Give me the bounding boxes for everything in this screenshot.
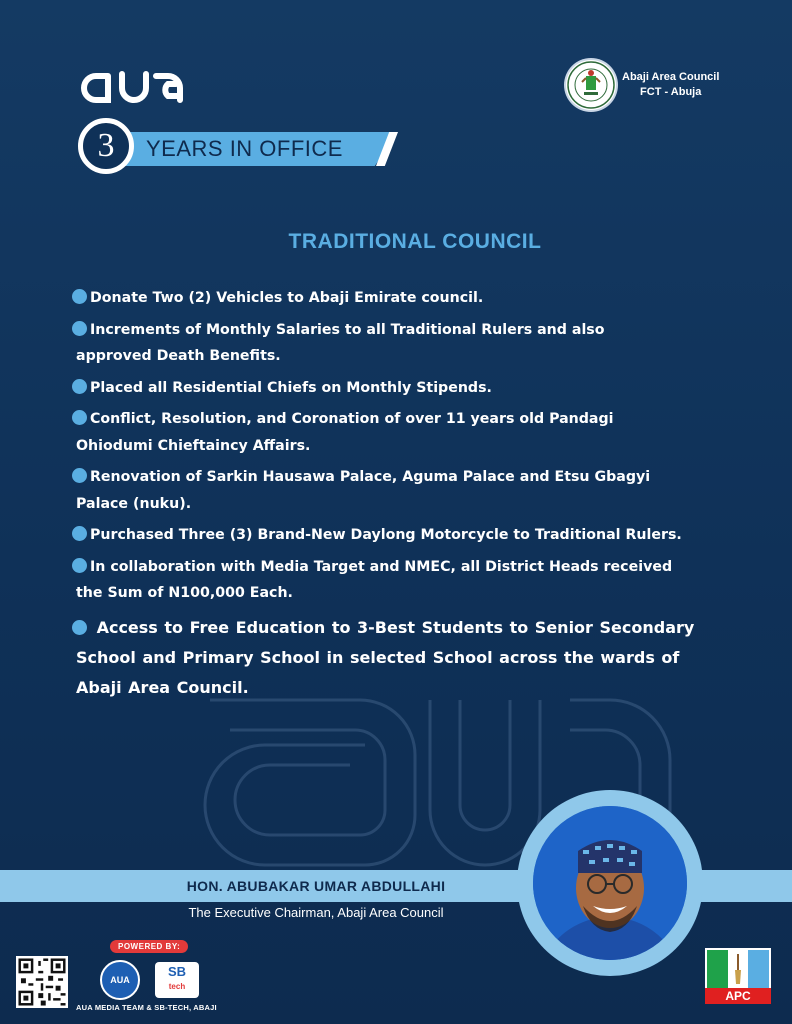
list-item-text: Renovation of Sarkin Hausawa Palace, Aguma Palace and Etsu Gbagyi [90,469,651,485]
apc-label: APC [705,988,771,1004]
list-item-text-cont: approved Death Benefits. [76,348,281,364]
sb-badge-text: SB [167,964,187,979]
years-text: YEARS IN OFFICE [146,136,343,161]
list-item [72,285,742,312]
council-line-2: FCT - Abuja [640,86,702,98]
aua-media-badge: AUA [100,960,140,1000]
list-item-text-cont: Ohiodumi Chieftaincy Affairs. [76,437,311,454]
chairman-portrait [533,806,687,960]
bullet-icon [72,321,87,336]
years-in-office-banner [78,118,408,180]
bullet-icon [72,379,87,394]
council-name [622,70,719,100]
chairman-name: HON. ABUBAKAR UMAR ABDULLAHI [186,878,446,894]
list-item-text: Conflict, Resolution, and Coronation of over 11 years old Pandagi [90,411,614,427]
bullet-icon [72,289,87,304]
bullet-icon [72,526,87,541]
page-title: TRADITIONAL COUNCIL [288,230,542,253]
list-item-text: Placed all Residential Chiefs on Monthly Stipends. [90,379,492,396]
apc-party-logo [705,948,771,1004]
sb-tech-badge [155,962,199,998]
council-seal-icon [566,60,616,110]
qr-code-icon [16,956,68,1008]
powered-by-label: POWERED BY: [110,940,188,953]
aua-logo [78,66,188,106]
media-team-credit: AUA MEDIA TEAM & SB-TECH, ABAJI [76,1003,217,1012]
council-line-1: Abaji Area Council [622,71,720,83]
list-item [72,554,742,607]
achievements-list [72,285,742,708]
list-item [72,613,742,703]
list-item-text: Donate Two (2) Vehicles to Abaji Emirate council. [90,290,484,306]
bullet-icon [72,468,87,483]
sb-badge-sub: tech [168,982,186,991]
list-item-text: In collaboration with Media Target and NMEC, all District Heads received [90,558,673,575]
bullet-icon [72,620,87,635]
list-item-text-cont: Abaji Area Council. [76,677,249,697]
list-item [72,522,742,549]
list-item-text: Access to Free Education to 3-Best Students to Senior Secondary [90,617,695,637]
list-item [72,317,742,370]
list-item-text: Purchased Three (3) Brand-New Daylong Motorcycle to Traditional Rulers. [90,527,682,543]
list-item-text-cont: School and Primary School in selected School across the wards of [76,647,680,667]
list-item [72,406,742,459]
list-item-text-cont: the Sum of N100,000 Each. [76,585,293,601]
list-item-text-cont: Palace (nuku). [76,495,192,512]
list-item [72,464,742,517]
list-item-text: Increments of Monthly Salaries to all Traditional Rulers and also [90,321,605,338]
bullet-icon [72,558,87,573]
broom-icon [735,954,741,984]
bullet-icon [72,410,87,425]
chairman-title: The Executive Chairman, Abaji Area Council [188,905,444,920]
years-number: 3 [78,118,134,174]
list-item [72,375,742,402]
